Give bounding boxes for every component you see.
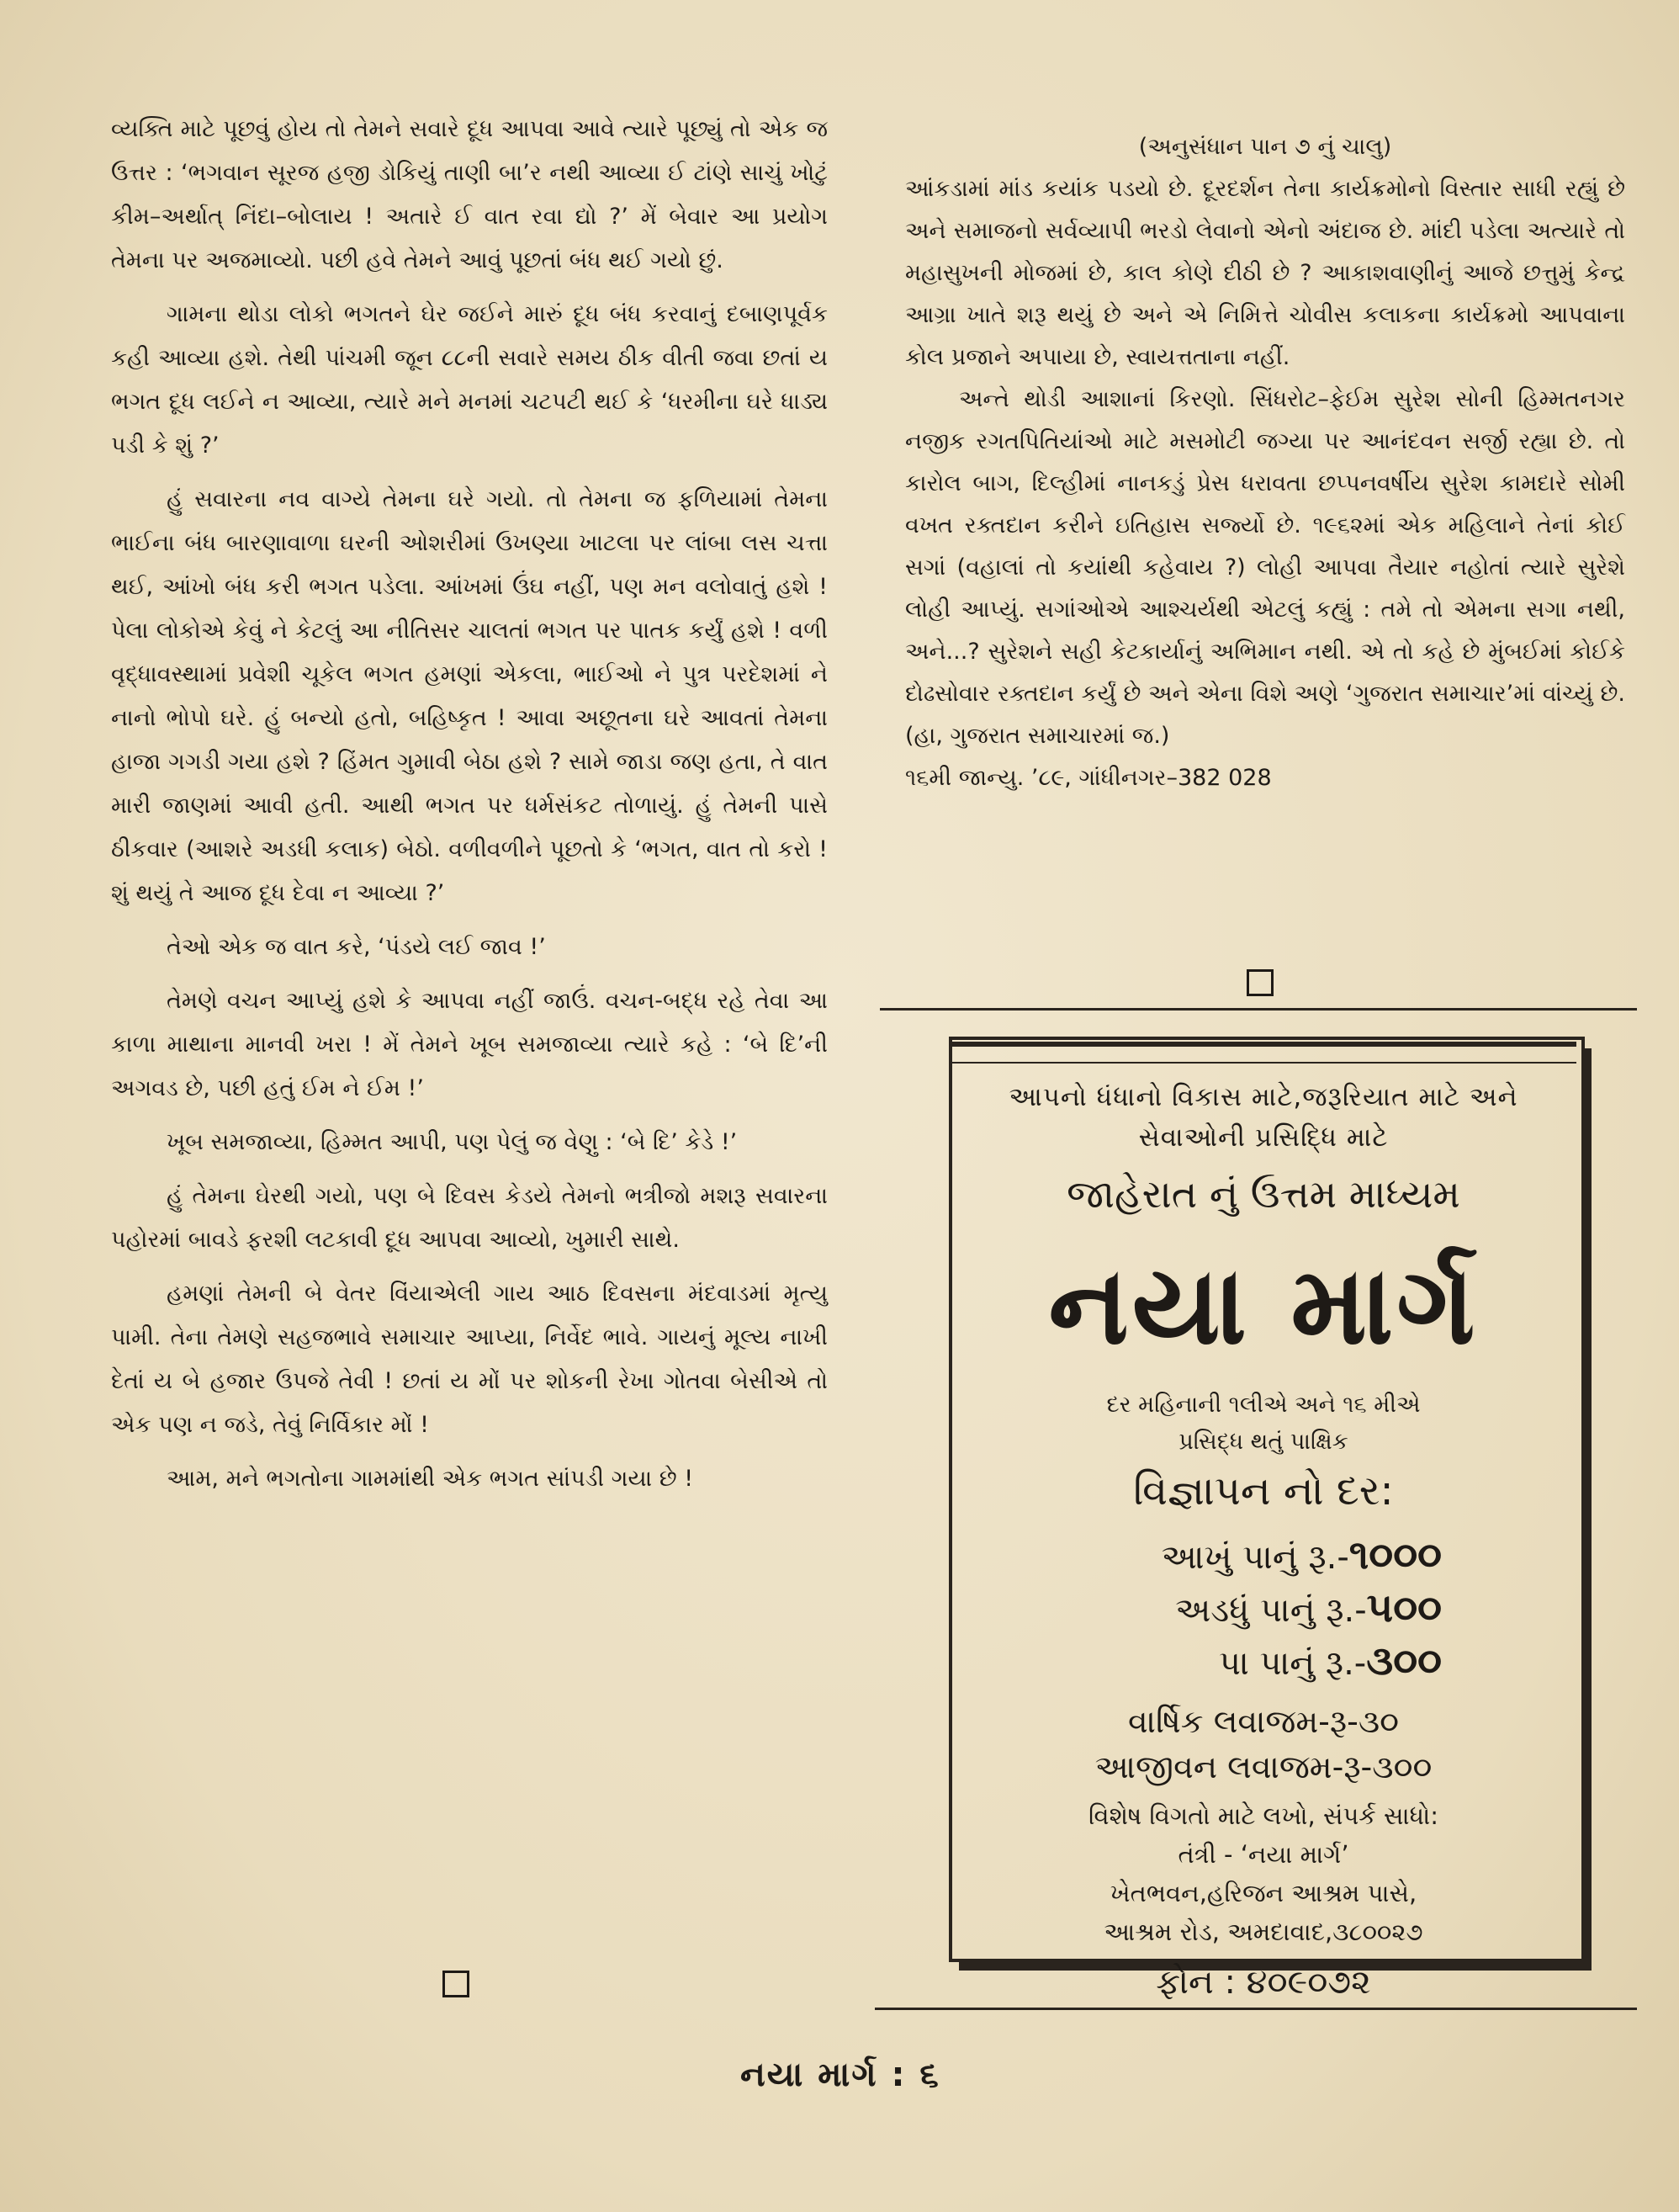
ad-phone: ફોન : ૪૦૯૦૭૨ bbox=[1156, 1963, 1371, 2002]
bottom-divider-rule bbox=[875, 2008, 1637, 2010]
paragraph: તેઓ એક જ વાત કરે, ‘પંડયે લઈ જાવ !’ bbox=[167, 934, 546, 960]
paragraph: આંકડામાં માંડ કયાંક પડયો છે. દૂરદર્શન તેના કાર્યક્રમોનો વિસ્તાર સાધી રહ્યું છે અને સમાજનો સર્વવ્યાપી ભરડો લેવાનો એનો અંદાજ છે. માંદી પડેલા અત્યારે તો મહાસુખની મોજમાં છે, કાલ કોણે દીઠી છે ? આકાશવાણીનું આજે છત્તુમું કેન્દ્ર આગ્રા ખાતે શરૂ થયું છે અને એ નિમિત્તે ચોવીસ કલાકના કાર્યક્રમો આપવાના કોલ પ્રજાને અપાયા છે, સ્વાયત્તતાના નહીં. bbox=[905, 176, 1625, 370]
ad-rate-label: અડધું પાનું રૂ.- bbox=[1175, 1591, 1367, 1630]
ad-rate-value: ૫૦૦ bbox=[1366, 1584, 1442, 1631]
ad-headline-1: આપનો ધંધાનો વિકાસ માટે,જરૂરિયાત માટે અને bbox=[1009, 1082, 1518, 1112]
continued-note: (અનુસંધાન પાન ૭ નું ચાલુ) bbox=[1138, 134, 1392, 160]
ad-rate-row bbox=[959, 1636, 1442, 1689]
ad-contact-4: આશ્રમ રોડ, અમદાવાદ,૩૮૦૦૨૭ bbox=[1104, 1918, 1423, 1946]
ad-rate-row bbox=[959, 1530, 1442, 1583]
ad-rate-title: વિજ્ઞાપન નો દર: bbox=[1133, 1467, 1394, 1514]
ad-rate-label: પા પાનું રૂ.- bbox=[1219, 1644, 1367, 1683]
divider-rule bbox=[880, 1008, 1637, 1011]
paragraph: વ્યક્તિ માટે પૂછવું હોય તો તેમને સવારે દૂધ આપવા આવે ત્યારે પૂછ્યું તો એક જ ઉત્તર : ‘ભગવાન સૂરજ હજી ડોકિયું તાણી બા’ર નથી આવ્યા ઈ ટાંણે સાચું ખોટું કીમ–અર્થાત્ નિંદા–બોલાય ! અતારે ઈ વાત રવા દ્યો ?’ મેં બેવાર આ પ્રયોગ તેમના પર અજમાવ્યો. પછી હવે તેમને આવું પૂછતાં બંધ થઈ ગયો છું. bbox=[111, 116, 828, 273]
ad-contact-1: વિશેષ વિગતો માટે લખો, સંપર્ક સાધો: bbox=[1088, 1801, 1439, 1830]
ad-rate-label: આખું પાનું રૂ.- bbox=[1161, 1538, 1349, 1577]
page-footer: નયા માર્ગ : ૬ bbox=[740, 2056, 940, 2094]
paragraph: ખૂબ સમજાવ્યા, હિમ્મત આપી, પણ પેલું જ વેણુ : ‘બે દિ’ કેડે !’ bbox=[167, 1129, 738, 1155]
paragraph: ગામના થોડા લોકો ભગતને ઘેર જઈને મારું દૂધ બંધ કરવાનું દબાણપૂર્વક કહી આવ્યા હશે. તેથી પાંચમી જૂન ૮૮ની સવારે સમય ઠીક વીતી જવા છતાં ય ભગત દૂધ લઈને ન આવ્યા, ત્યારે મને મનમાં ચટપટી થઈ કે ‘ધરમીના ઘરે ધાડ્ય પડી કે શું ?’ bbox=[111, 301, 828, 459]
paragraph: હું તેમના ઘેરથી ગયો, પણ બે દિવસ કેડયે તેમનો ભત્રીજો મશરૂ સવારના પહોરમાં બાવડે ફરશી લટકાવી દૂધ આપવા આવ્યો, ખુમારી સાથે. bbox=[111, 1183, 828, 1253]
ad-lifetime-subscription: આજીવન લવાજમ-રૂ-૩૦૦ bbox=[1094, 1748, 1433, 1785]
ad-frequency-1: દર મહિનાની ૧લીએ અને ૧૬ મીએ bbox=[1106, 1392, 1421, 1418]
paragraph: આમ, મને ભગતોના ગામમાંથી એક ભગત સાંપડી ગયા છે ! bbox=[167, 1466, 694, 1492]
ad-headline-2: સેવાઓની પ્રસિદ્ધિ માટે bbox=[1138, 1122, 1389, 1153]
paragraph: હમણાં તેમની બે વેતર વિંયાએલી ગાય આઠ દિવસના મંદવાડમાં મૃત્યુ પામી. તેના તેમણે સહજભાવે સમાચાર આપ્યા, નિર્વેદ ભાવે. ગાયનું મૂલ્ય નાખી દેતાં ય બે હજાર ઉપજે તેવી ! છતાં ય મોં પર શોકની રેખા ગોતવા બેસીએ તો એક પણ ન જડે, તેવું નિર્વિકાર મોં ! bbox=[111, 1281, 828, 1438]
ad-frequency-2: પ્રસિદ્ધ થતું પાક્ષિક bbox=[1178, 1429, 1348, 1455]
left-column bbox=[111, 108, 828, 1511]
paragraph: હું સવારના નવ વાગ્યે તેમના ઘરે ગયો. તો તેમના જ ફળિયામાં તેમના ભાઈના બંધ બારણાવાળા ઘરની ઓશરીમાં ઉખણ્યા ખાટલા પર લાંબા લસ ચત્તા થઈ, આંખો બંધ કરી ભગત પડેલા. આંખમાં ઉંઘ નહીં, પણ મન વલોવાતું હશે ! પેલા લોકોએ કેવું ને કેટલું આ નીતિસર ચાલતાં ભગત પર પાતક કર્યું હશે ! વળી વૃદ્ધાવસ્થામાં પ્રવેશી ચૂકેલ ભગત હમણાં એકલા, ભાઈઓ ને પુત્ર પરદેશમાં ને નાનો ભોપો ઘરે. હું બન્યો હતો, બહિષ્કૃત ! આવા અછૂતના ઘરે આવતાં તેમના હાજા ગગડી ગયા હશે ? હિંમત ગુમાવી બેઠા હશે ? સામે જાડા જણ હતા, તે વાત મારી જાણમાં આવી હતી. આથી ભગત પર ધર્મસંકટ તોળાયું. હું તેમની પાસે ઠીકવાર (આશરે અડધી કલાક) બેઠો. વળીવળીને પૂછતો કે ‘ભગત, વાત તો કરો ! શું થયું તે આજ દૂધ દેવા ન આવ્યા ?’ bbox=[111, 486, 828, 906]
end-mark-right bbox=[1247, 969, 1274, 996]
right-column bbox=[905, 126, 1625, 799]
ad-headline-3: જાહેરાત નું ઉત્તમ માધ્યમ bbox=[1067, 1171, 1460, 1217]
ad-rate-value: ૩૦૦ bbox=[1366, 1637, 1442, 1684]
dateline: ૧૬મી જાન્યુ. ’૮૯, ગાંધીનગર–382 028 bbox=[905, 765, 1272, 791]
advertisement-content bbox=[959, 1077, 1568, 2007]
ad-rates bbox=[959, 1530, 1568, 1689]
paragraph: તેમણે વચન આપ્યું હશે કે આપવા નહીં જાઉં. વચન-બદ્ધ રહે તેવા આ કાળા માથાના માનવી ખરા ! મેં તેમને ખૂબ સમજાવ્યા ત્યારે કહે : ‘બે દિ’ની અગવડ છે, પછી હતું ઈમ ને ઈમ !’ bbox=[111, 988, 828, 1101]
ad-annual-subscription: વાર્ષિક લવાજમ-રૂ-૩૦ bbox=[1127, 1703, 1400, 1740]
ad-rate-row bbox=[959, 1583, 1442, 1636]
paragraph: અન્તે થોડી આશાનાં કિરણો. સિંધરોટ–ફેઈમ સુરેશ સોની હિમ્મતનગર નજીક રગતપિતિયાંઓ માટે મસમોટી જગ્યા પર આનંદવન સર્જી રહ્યા છે. તો કારોલ બાગ, દિલ્હીમાં નાનકડું પ્રેસ ધરાવતા છપ્પનવર્ષીય સુરેશ કામદારે સોમી વખત રક્તદાન કરીને ઇતિહાસ સર્જ્યો છે. ૧૯૬૨માં એક મહિલાને તેનાં કોઈ સગાં (વહાલાં તો કયાંથી કહેવાય ?) લોહી આપવા તૈયાર નહોતાં ત્યારે સુરેશે લોહી આપ્યું. સગાંઓએ આશ્ચર્યથી એટલું કહ્યું : તમે તો એમના સગા નથી, અને...? સુરેશને સહી કેટકાર્યાનું અભિમાન નથી. એ તો કહે છે મુંબઈમાં કોઈકે દોઢસોવાર રક્તદાન કર્યું છે અને એના વિશે અણે ‘ગુજરાત સમાચાર’માં વાંચ્યું છે. (હા, ગુજરાત સમાચારમાં જ.) bbox=[905, 386, 1625, 749]
end-mark-left bbox=[442, 1971, 469, 1997]
ad-rate-value: ૧૦૦૦ bbox=[1348, 1531, 1442, 1578]
ad-brand-name: નયા માર્ગ bbox=[1048, 1244, 1479, 1369]
ad-contact-3: ખેતભવન,હરિજન આશ્રમ પાસે, bbox=[1110, 1879, 1417, 1907]
advertisement-top-rail bbox=[951, 1042, 1576, 1064]
ad-contact-2: તંત્રી - ‘નયા માર્ગ’ bbox=[1178, 1840, 1349, 1869]
